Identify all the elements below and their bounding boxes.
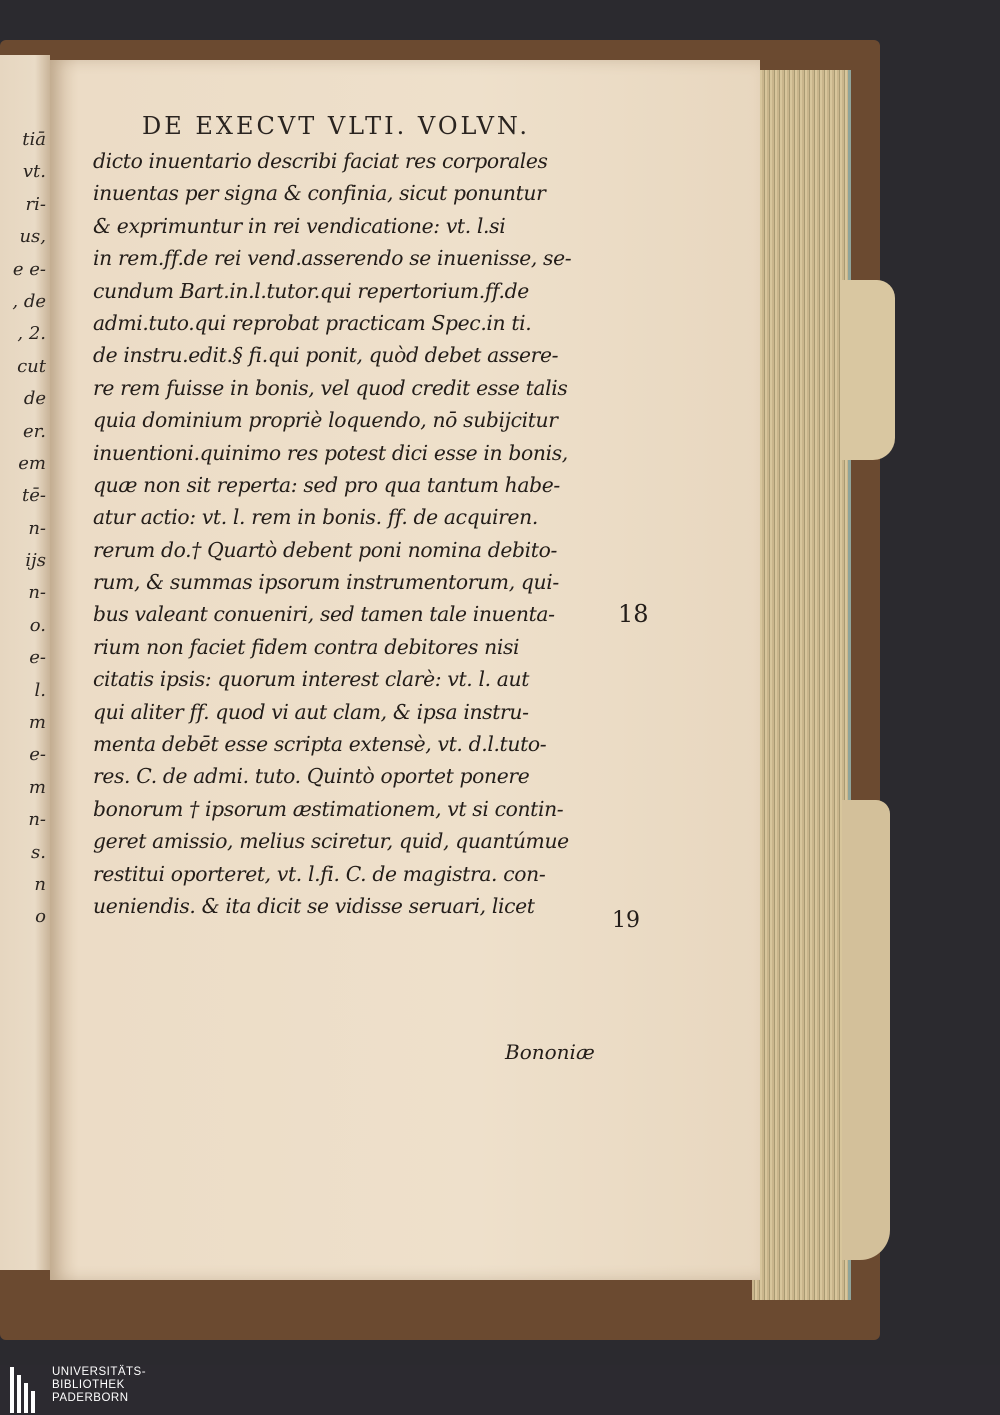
text-line: quæ non sit reperta: sed pro qua tantum habe- (93, 472, 560, 497)
text-line: inuentioni.quinimo res potest dici esse in bonis, (93, 440, 568, 465)
left-page-fragment: er. (22, 420, 46, 442)
fore-edge (752, 70, 851, 1300)
left-page-fragment: de (23, 388, 46, 410)
left-page-fragment: m (28, 712, 46, 734)
left-page-fragment: l. (34, 679, 46, 701)
left-page-fragment: e- (29, 647, 46, 669)
body-text (93, 145, 628, 922)
text-line: menta debēt esse scripta extensè, vt. d.l.tuto- (93, 732, 547, 757)
left-page-fragment: , de (12, 290, 46, 312)
left-page-fragment: e e- (12, 258, 46, 280)
text-line: inuentas per signa & confinia, sicut ponuntur (93, 181, 546, 206)
text-line: res. C. de admi. tuto. Quintò oportet ponere (93, 764, 530, 789)
left-page-fragment: n- (28, 582, 46, 604)
left-page-fragment: us, (19, 226, 46, 248)
library-name-line1: UNIVERSITÄTS- (52, 1366, 147, 1378)
left-page-fragment: vt. (22, 161, 46, 183)
torn-page-edge-lower (842, 800, 890, 1260)
left-page-fragment: cut (17, 355, 46, 377)
left-page-fragment: , 2. (17, 323, 46, 345)
left-page-fragment: tiā (22, 129, 46, 150)
library-name-line2: BIBLIOTHEK (52, 1379, 125, 1391)
text-line: qui aliter ff. quod vi aut clam, & ipsa instru- (93, 699, 529, 724)
left-page-fragment: o. (29, 614, 46, 636)
text-line: bonorum † ipsorum æstimationem, vt si contin- (93, 796, 564, 821)
torn-page-edge (840, 280, 895, 460)
left-page-fragment: ri- (25, 193, 46, 215)
text-line: dicto inuentario describi faciat res corporales (93, 149, 548, 173)
text-line: ueniendis. & ita dicit se vidisse seruari, licet (93, 893, 535, 918)
text-line: quia dominium propriè loquendo, nō subijcitur (93, 408, 558, 433)
left-page-fragment: ijs (25, 550, 46, 572)
library-logo-icon (8, 1367, 42, 1413)
text-line: bus valeant conueniri, sed tamen tale inuenta- (93, 602, 555, 627)
text-line: & exprimuntur in rei vendicatione: vt. l.si (93, 213, 506, 238)
text-line: rium non faciet fidem contra debitores nisi (93, 634, 520, 659)
left-page-fragment: tē- (22, 485, 46, 507)
marginal-number-18: 18 (618, 600, 649, 628)
left-page-fragment: n- (28, 517, 46, 539)
text-line: de instru.edit.§ fi.qui ponit, quòd debet assere- (93, 343, 559, 368)
text-line: cundum Bart.in.l.tutor.qui repertorium.ff.de (93, 278, 529, 303)
library-name-line3: PADERBORN (52, 1392, 129, 1404)
text-line: rum, & summas ipsorum instrumentorum, qui- (93, 570, 559, 595)
text-line: in rem.ff.de rei vend.asserendo se inuenisse, se- (93, 246, 572, 271)
left-page-fragment: s. (31, 841, 46, 863)
left-page-fragment: n (34, 873, 46, 895)
left-page-text-fragments (2, 124, 46, 934)
library-name (52, 1366, 146, 1405)
marginal-number-19: 19 (612, 908, 640, 933)
library-footer (0, 1365, 1000, 1415)
left-page-fragment: e- (29, 744, 46, 766)
text-line: restitui oporteret, vt. l.fi. C. de magistra. con- (93, 861, 546, 886)
left-page-fragment: o (35, 906, 46, 928)
text-line: re rem fuisse in bonis, vel quod credit esse talis (93, 375, 568, 400)
text-line: rerum do.† Quartò debent poni nomina debito- (93, 537, 557, 562)
catchword: Bononiæ (505, 1040, 595, 1064)
text-line: admi.tuto.qui reprobat practicam Spec.in ti. (93, 310, 532, 335)
left-page-fragment: em (18, 452, 46, 474)
text-line: atur actio: vt. l. rem in bonis. ff. de acquiren. (93, 505, 538, 530)
left-page-fragment: n- (28, 809, 46, 831)
running-head: DE EXECVT VLTI. VOLVN. (142, 112, 531, 140)
left-page-fragment: m (28, 776, 46, 798)
text-line: citatis ipsis: quorum interest clarè: vt. l. aut (93, 667, 530, 692)
text-line: geret amissio, melius sciretur, quid, quantúmue (93, 829, 569, 854)
